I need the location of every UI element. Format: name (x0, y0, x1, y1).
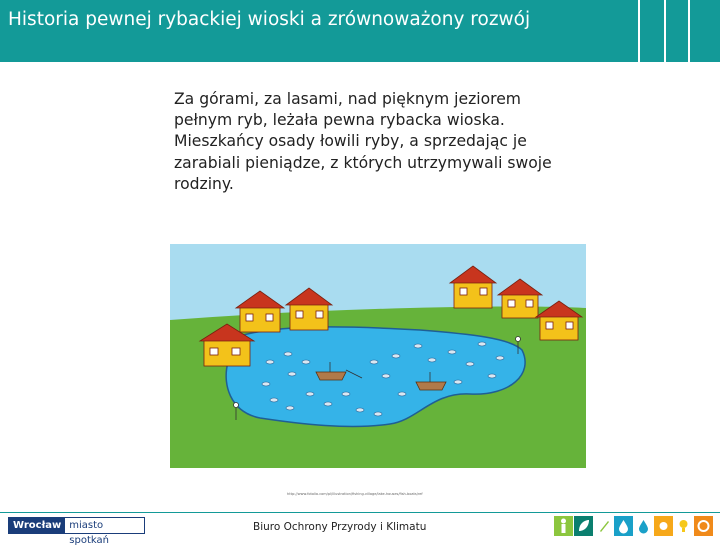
header-divider (638, 0, 640, 62)
drop-icon (614, 516, 633, 536)
office-name: Biuro Ochrony Przyrody i Klimatu (253, 521, 427, 533)
leaf-icon (574, 516, 593, 536)
logo-city-name: Wrocław (9, 518, 65, 533)
pencil-icon (594, 516, 613, 536)
theme-icon-strip (554, 516, 713, 536)
header-divider (664, 0, 666, 62)
drop-icon (634, 516, 653, 536)
story-paragraph: Za górami, za lasami, nad pięknym jeziorem pełnym ryb, leżała pewna rybacka wioska. Mieszkańcy osady łowili ryby, a sprzedając je zarabiali pieniądze, z których utrzymywali swoje rodziny. (174, 90, 552, 193)
title-bar (0, 0, 720, 62)
wroclaw-logo (8, 517, 145, 546)
bulb-icon (674, 516, 693, 536)
recycle-icon (694, 516, 713, 536)
slide-title: Historia pewnej rybackiej wioski a zrównoważony rozwój (8, 9, 531, 30)
image-credit: http://www.fotolia.com/pl/illustration/fishing-village/lake-houses/fish-boats/ref (287, 492, 423, 496)
fishing-village-illustration (170, 244, 586, 468)
logo-slogan: miasto spotkań (69, 520, 109, 546)
person-icon (554, 516, 573, 536)
footer-divider (0, 512, 720, 513)
sun-icon (654, 516, 673, 536)
header-divider (688, 0, 690, 62)
